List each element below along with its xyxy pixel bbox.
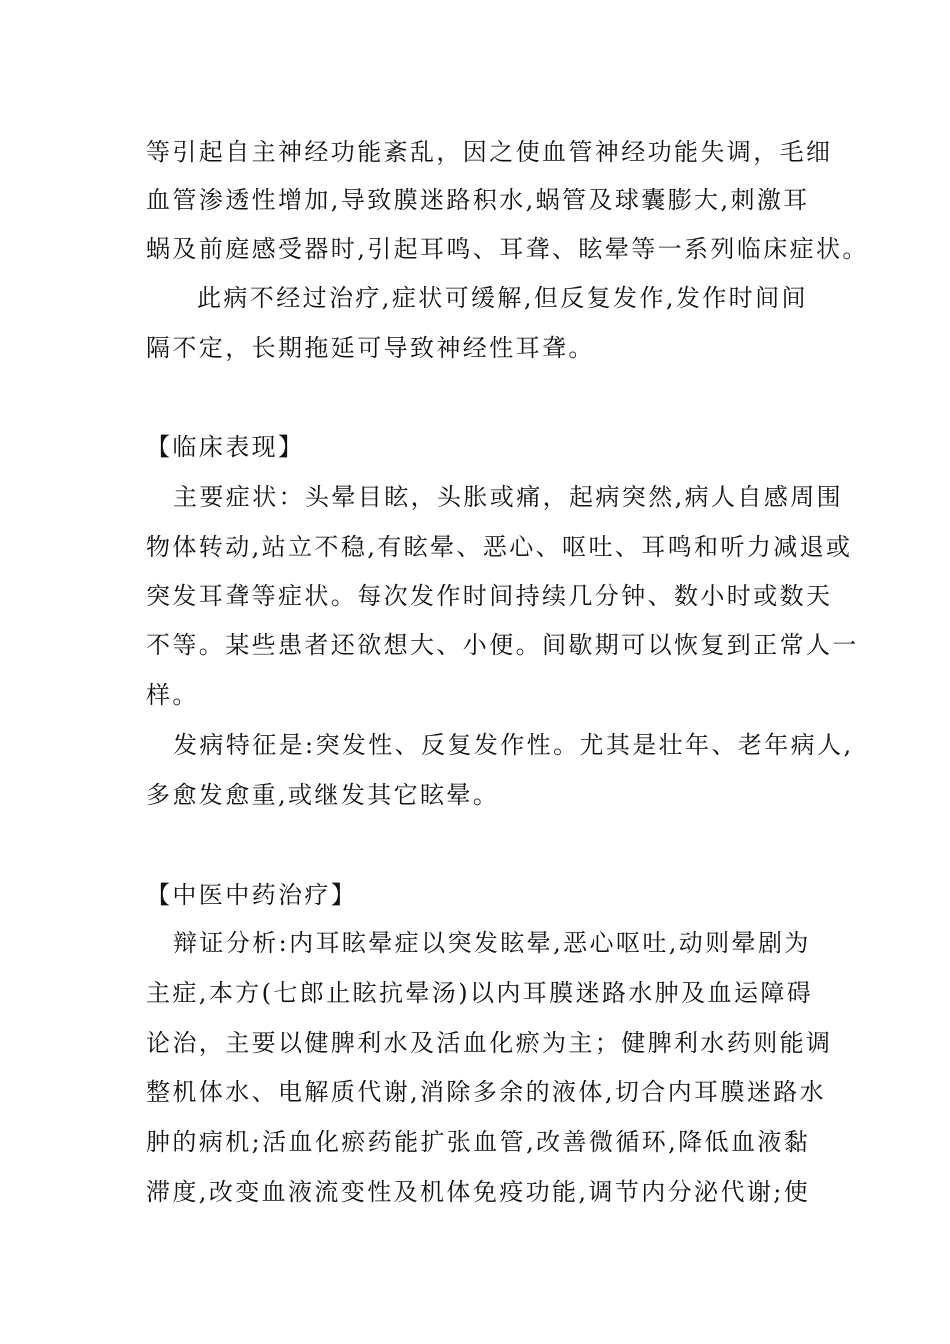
text-line: 辩证分析:内耳眩晕症以突发眩晕,恶心呕吐,动则晕剧为 (173, 929, 811, 957)
text-line: 此病不经过治疗,症状可缓解,但反复发作,发作时间间 (197, 284, 808, 312)
text-line: 多愈发愈重,或继发其它眩晕。 (146, 781, 500, 809)
text-line: 主症,本方(七郎止眩抗晕汤)以内耳膜迷路水肿及血运障碍 (146, 979, 814, 1007)
text-line: 滞度,改变血液流变性及机体免疫功能,调节内分泌代谢;使 (146, 1178, 811, 1206)
text-line: 整机体水、电解质代谢,消除多余的液体,切合内耳膜迷路水 (146, 1078, 827, 1106)
text-line: 等引起自主神经功能紊乱，因之使血管神经功能失调，毛细 (146, 138, 833, 166)
text-line: 主要症状：头晕目眩，头胀或痛，起病突然,病人自感周围 (173, 483, 844, 511)
text-line: 血管渗透性增加,导致膜迷路积水,蜗管及球囊膨大,刺激耳 (146, 186, 810, 214)
section-heading-clinical: 【临床表现】 (146, 433, 305, 461)
text-line: 隔不定，长期拖延可导致神经性耳聋。 (146, 334, 595, 362)
text-line: 发病特征是:突发性、反复发作性。尤其是壮年、老年病人, (173, 731, 854, 759)
text-line: 不等。某些患者还欲想大、小便。间歇期可以恢复到正常人一 (146, 631, 859, 659)
text-line: 物体转动,站立不稳,有眩晕、恶心、呕吐、耳鸣和听力减退或 (146, 533, 853, 561)
text-line: 蜗及前庭感受器时,引起耳鸣、耳聋、眩晕等一系列临床症状。 (146, 235, 869, 263)
section-heading-tcm: 【中医中药治疗】 (146, 881, 358, 909)
text-line: 肿的病机;活血化瘀药能扩张血管,改善微循环,降低血液黏 (146, 1128, 811, 1156)
text-line: 突发耳聋等症状。每次发作时间持续几分钟、数小时或数天 (146, 582, 833, 610)
text-line: 样。 (146, 681, 199, 709)
text-line: 论治，主要以健脾利水及活血化瘀为主；健脾利水药则能调 (146, 1029, 833, 1057)
